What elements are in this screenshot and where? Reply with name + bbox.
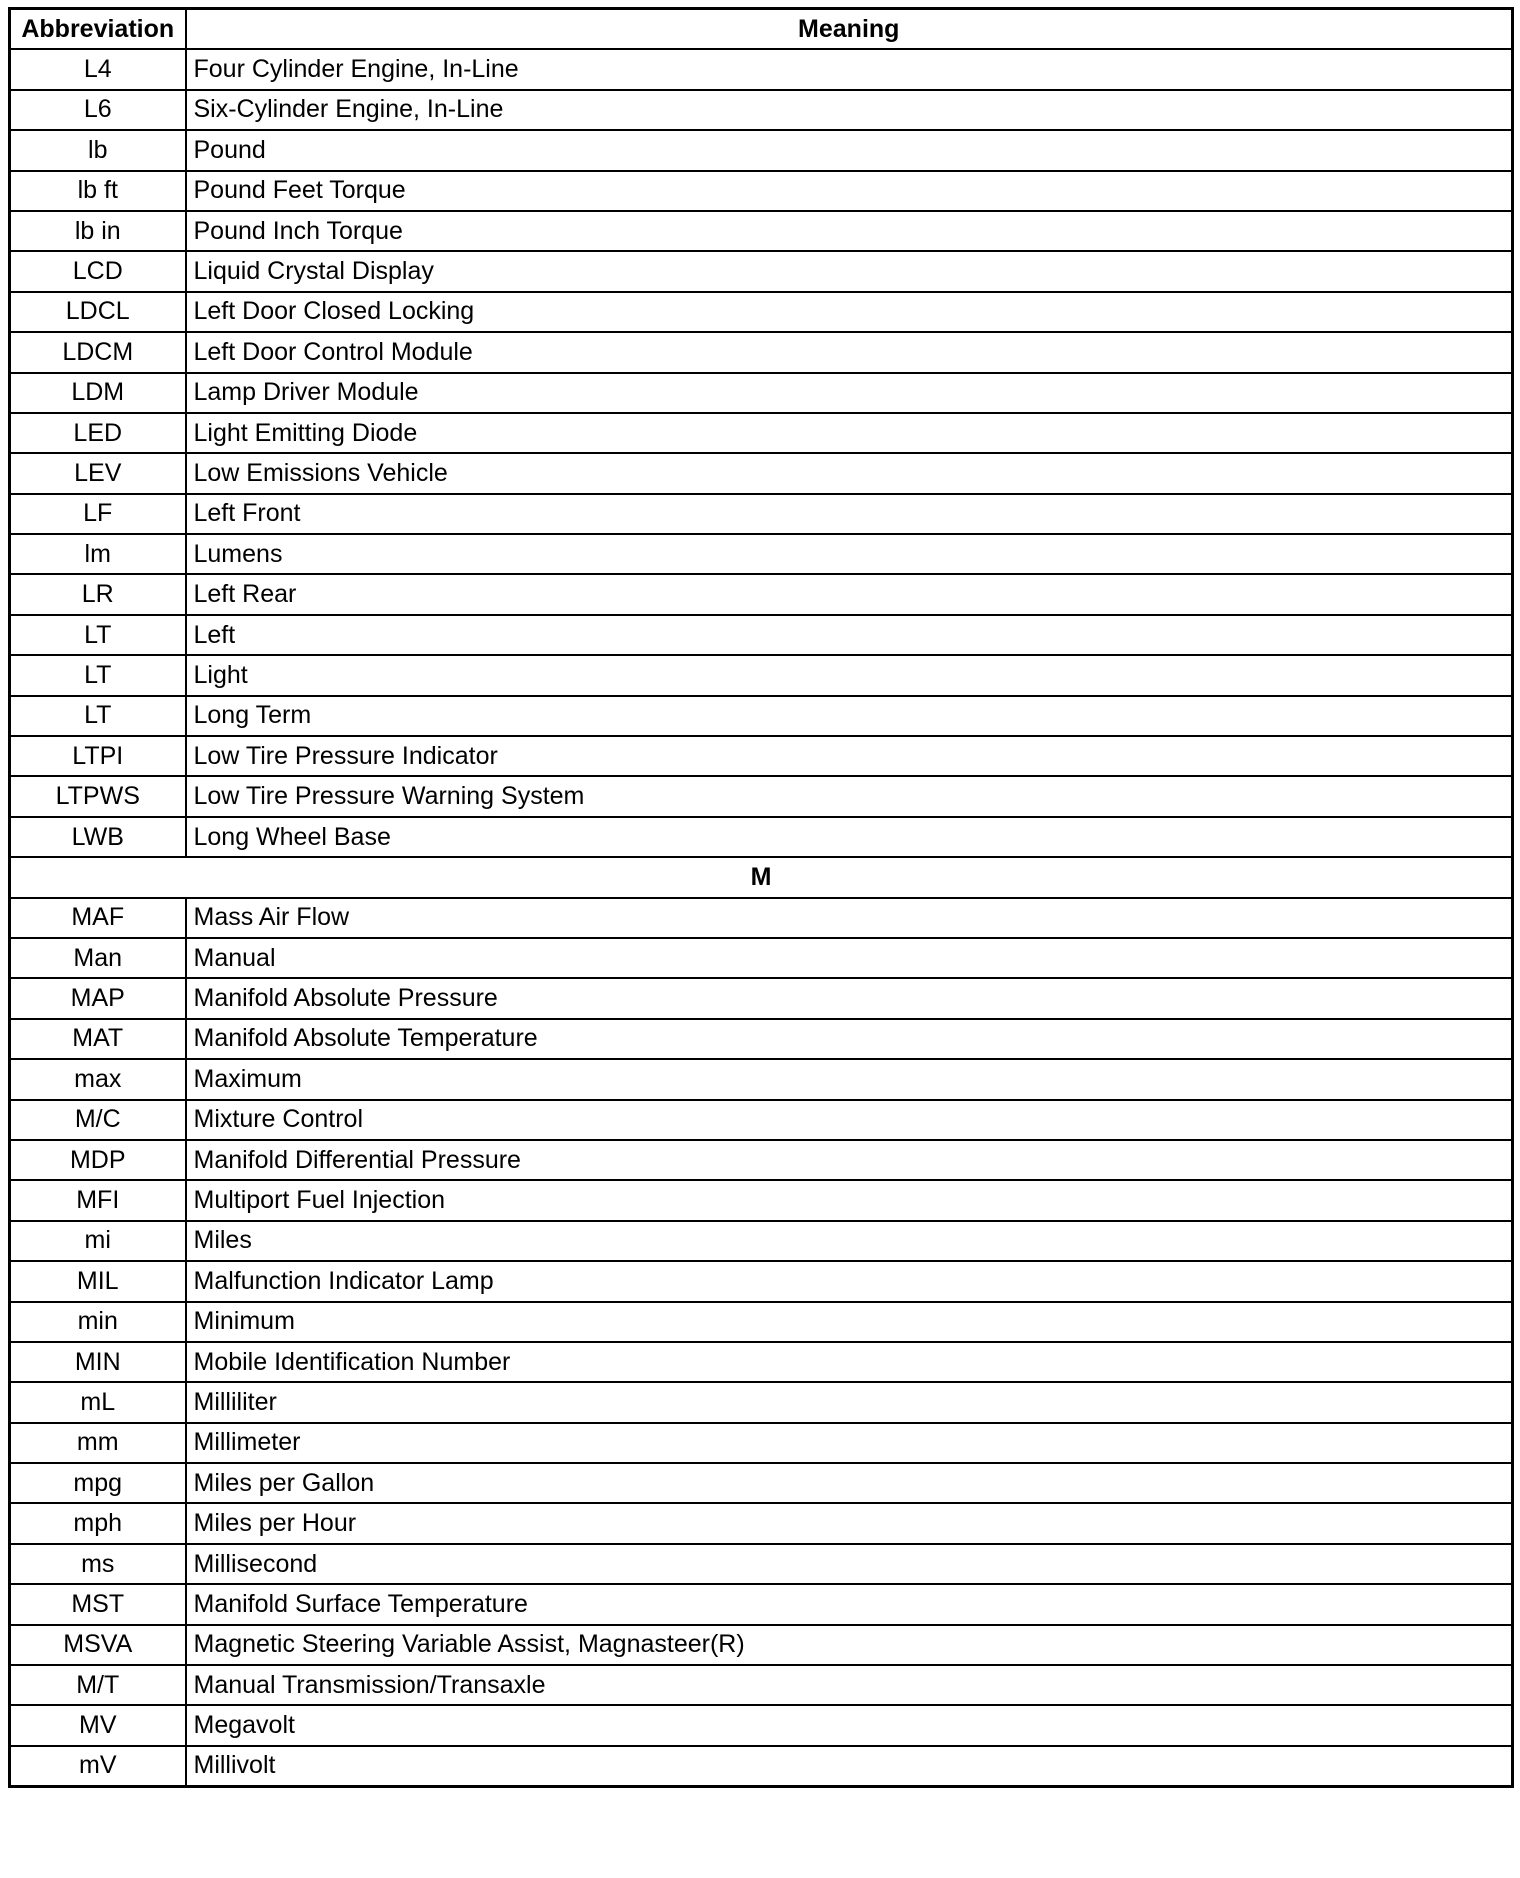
table-row — [10, 1019, 1513, 1059]
meaning-cell: Left Front — [186, 494, 1513, 534]
abbreviation-cell: mm — [10, 1423, 186, 1463]
abbreviation-cell: LDM — [10, 373, 186, 413]
meaning-cell: Magnetic Steering Variable Assist, Magnasteer(R) — [186, 1625, 1513, 1665]
meaning-cell: Millimeter — [186, 1423, 1513, 1463]
table-row — [10, 171, 1513, 211]
meaning-cell: Millivolt — [186, 1746, 1513, 1787]
meaning-cell: Low Tire Pressure Warning System — [186, 776, 1513, 816]
table-row — [10, 1544, 1513, 1584]
meaning-cell: Megavolt — [186, 1705, 1513, 1745]
table-row — [10, 898, 1513, 938]
abbreviation-cell: mph — [10, 1503, 186, 1543]
meaning-cell: Manifold Absolute Temperature — [186, 1019, 1513, 1059]
abbreviation-cell: lb — [10, 130, 186, 170]
table-row — [10, 453, 1513, 493]
meaning-cell: Light — [186, 655, 1513, 695]
meaning-cell: Pound — [186, 130, 1513, 170]
abbreviation-cell: LTPWS — [10, 776, 186, 816]
table-row — [10, 332, 1513, 372]
abbreviation-cell: M/C — [10, 1100, 186, 1140]
abbreviation-cell: LTPI — [10, 736, 186, 776]
table-row — [10, 211, 1513, 251]
abbreviation-cell: LT — [10, 615, 186, 655]
table-row — [10, 90, 1513, 130]
table-row — [10, 1342, 1513, 1382]
meaning-cell: Left Door Closed Locking — [186, 292, 1513, 332]
meaning-cell: Milliliter — [186, 1382, 1513, 1422]
abbreviation-cell: min — [10, 1302, 186, 1342]
table-row — [10, 1059, 1513, 1099]
meaning-cell: Multiport Fuel Injection — [186, 1180, 1513, 1220]
meaning-cell: Millisecond — [186, 1544, 1513, 1584]
meaning-cell: Manifold Surface Temperature — [186, 1584, 1513, 1624]
abbreviation-cell: MAP — [10, 978, 186, 1018]
abbreviation-cell: lm — [10, 534, 186, 574]
table-row — [10, 413, 1513, 453]
table-row — [10, 292, 1513, 332]
abbreviation-cell: mV — [10, 1746, 186, 1787]
abbreviation-cell: MFI — [10, 1180, 186, 1220]
meaning-cell: Lumens — [186, 534, 1513, 574]
table-row — [10, 978, 1513, 1018]
meaning-cell: Manual — [186, 938, 1513, 978]
table-row — [10, 1746, 1513, 1787]
meaning-cell: Manual Transmission/Transaxle — [186, 1665, 1513, 1705]
meaning-cell: Long Wheel Base — [186, 817, 1513, 857]
abbreviation-cell: lb in — [10, 211, 186, 251]
header-row — [10, 9, 1513, 50]
abbreviation-cell: LWB — [10, 817, 186, 857]
abbreviation-cell: MST — [10, 1584, 186, 1624]
meaning-cell: Left — [186, 615, 1513, 655]
table-row — [10, 494, 1513, 534]
abbreviation-cell: L4 — [10, 49, 186, 89]
abbreviation-cell: MV — [10, 1705, 186, 1745]
table-row — [10, 776, 1513, 816]
meaning-cell: Left Door Control Module — [186, 332, 1513, 372]
abbreviation-cell: mpg — [10, 1463, 186, 1503]
abbreviation-cell: mi — [10, 1221, 186, 1261]
meaning-cell: Minimum — [186, 1302, 1513, 1342]
table-row — [10, 251, 1513, 291]
meaning-cell: Liquid Crystal Display — [186, 251, 1513, 291]
table-body — [10, 49, 1513, 1786]
table-row — [10, 574, 1513, 614]
abbreviation-cell: L6 — [10, 90, 186, 130]
abbreviation-cell: MSVA — [10, 1625, 186, 1665]
table-row — [10, 1665, 1513, 1705]
abbreviation-cell: MIL — [10, 1261, 186, 1301]
table-row — [10, 49, 1513, 89]
table-row — [10, 696, 1513, 736]
table-row — [10, 1625, 1513, 1665]
abbreviation-cell: MIN — [10, 1342, 186, 1382]
table-row — [10, 615, 1513, 655]
abbreviation-cell: MDP — [10, 1140, 186, 1180]
abbreviation-cell: M/T — [10, 1665, 186, 1705]
abbreviation-cell: lb ft — [10, 171, 186, 211]
abbreviation-cell: LT — [10, 655, 186, 695]
abbreviation-table — [8, 7, 1514, 1788]
table-row — [10, 534, 1513, 574]
table-row — [10, 1140, 1513, 1180]
meaning-cell: Lamp Driver Module — [186, 373, 1513, 413]
meaning-cell: Mobile Identification Number — [186, 1342, 1513, 1382]
meaning-cell: Malfunction Indicator Lamp — [186, 1261, 1513, 1301]
meaning-cell: Four Cylinder Engine, In-Line — [186, 49, 1513, 89]
table-row — [10, 1705, 1513, 1745]
table-row — [10, 655, 1513, 695]
abbreviation-cell: LCD — [10, 251, 186, 291]
table-row — [10, 1100, 1513, 1140]
abbreviation-cell: LT — [10, 696, 186, 736]
meaning-cell: Manifold Differential Pressure — [186, 1140, 1513, 1180]
table-row — [10, 1302, 1513, 1342]
section-letter: M — [10, 857, 1513, 897]
meaning-cell: Miles per Gallon — [186, 1463, 1513, 1503]
abbreviation-cell: MAT — [10, 1019, 186, 1059]
abbreviation-cell: Man — [10, 938, 186, 978]
abbreviation-column-header: Abbreviation — [10, 9, 186, 50]
meaning-cell: Long Term — [186, 696, 1513, 736]
table-row — [10, 1423, 1513, 1463]
meaning-column-header: Meaning — [186, 9, 1513, 50]
abbreviation-cell: LEV — [10, 453, 186, 493]
meaning-cell: Low Tire Pressure Indicator — [186, 736, 1513, 776]
table-row — [10, 1463, 1513, 1503]
meaning-cell: Left Rear — [186, 574, 1513, 614]
abbreviation-cell: mL — [10, 1382, 186, 1422]
table-row — [10, 938, 1513, 978]
abbreviation-cell: max — [10, 1059, 186, 1099]
table-header — [10, 9, 1513, 50]
abbreviation-cell: LDCM — [10, 332, 186, 372]
meaning-cell: Light Emitting Diode — [186, 413, 1513, 453]
meaning-cell: Six-Cylinder Engine, In-Line — [186, 90, 1513, 130]
abbreviation-cell: LED — [10, 413, 186, 453]
table-row — [10, 817, 1513, 857]
table-row — [10, 1382, 1513, 1422]
abbreviation-cell: MAF — [10, 898, 186, 938]
abbreviation-cell: LDCL — [10, 292, 186, 332]
section-header-row — [10, 857, 1513, 897]
meaning-cell: Miles per Hour — [186, 1503, 1513, 1543]
abbreviation-cell: ms — [10, 1544, 186, 1584]
table-row — [10, 1221, 1513, 1261]
table-row — [10, 130, 1513, 170]
meaning-cell: Maximum — [186, 1059, 1513, 1099]
table-row — [10, 1584, 1513, 1624]
meaning-cell: Mass Air Flow — [186, 898, 1513, 938]
table-row — [10, 1261, 1513, 1301]
table-row — [10, 373, 1513, 413]
abbreviation-cell: LR — [10, 574, 186, 614]
meaning-cell: Pound Inch Torque — [186, 211, 1513, 251]
meaning-cell: Pound Feet Torque — [186, 171, 1513, 211]
meaning-cell: Manifold Absolute Pressure — [186, 978, 1513, 1018]
meaning-cell: Mixture Control — [186, 1100, 1513, 1140]
meaning-cell: Low Emissions Vehicle — [186, 453, 1513, 493]
abbreviation-cell: LF — [10, 494, 186, 534]
table-row — [10, 1180, 1513, 1220]
meaning-cell: Miles — [186, 1221, 1513, 1261]
table-row — [10, 1503, 1513, 1543]
table-row — [10, 736, 1513, 776]
